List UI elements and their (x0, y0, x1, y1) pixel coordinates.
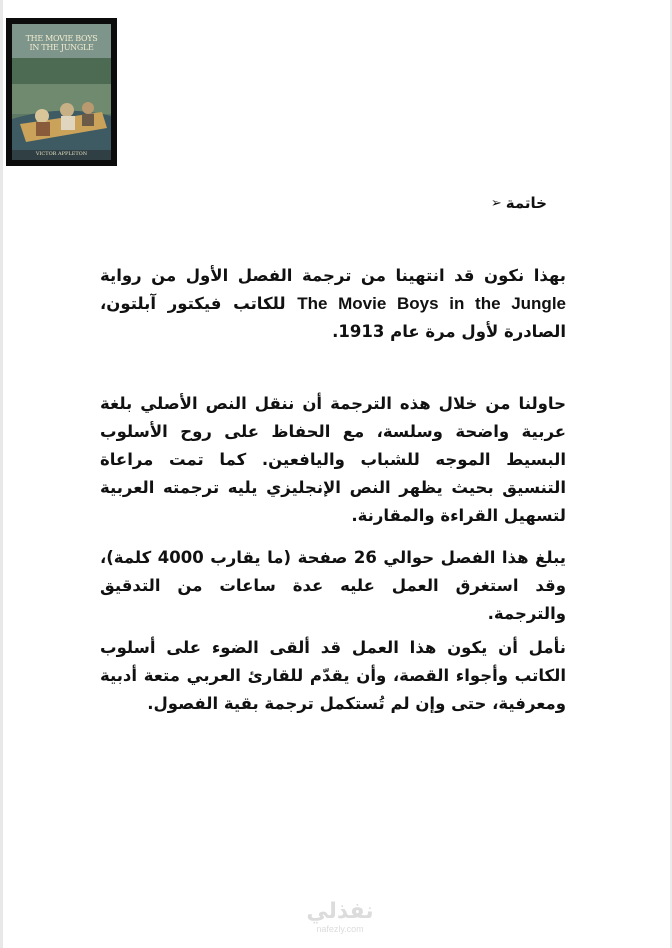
paragraph-4: نأمل أن يكون هذا العمل قد ألقى الضوء على أسلوب الكاتب وأجواء القصة، وأن يقدّم للقارئ العربي متعة أدبية ومعرفية، حتى وإن لم تُستكمل ترجمة بقية الفصول. (100, 638, 566, 713)
book-cover-art (12, 24, 111, 160)
paragraph-1 (100, 262, 566, 346)
cover-title (14, 34, 109, 52)
section-heading (491, 194, 547, 212)
paragraph-1-text-start: بهذا نكون قد انتهينا من ترجمة الفصل الأول من رواية (100, 266, 566, 285)
watermark (290, 900, 390, 934)
arrow-bullet-icon: ➢ (490, 195, 502, 211)
cover-title-line-1: THE MOVIE BOYS (25, 34, 98, 43)
paragraph-2: حاولنا من خلال هذه الترجمة أن ننقل النص الأصلي بلغة عربية واضحة وسلسة، مع الحفاظ على روح الأسلوب البسيط الموجه للشباب واليافعين. كما تمت مراعاة التنسيق بحيث يظهر النص الإنجليزي يليه ترجمته العربية لتسهيل القراءة والمقارنة. (100, 394, 566, 525)
book-title-english: The Movie Boys in the Jungle (297, 294, 566, 313)
watermark-logo: نفذلي (306, 899, 374, 924)
cover-author: VICTOR APPLETON (35, 151, 88, 157)
book-cover-image (6, 18, 117, 166)
watermark-url: nafezly.com (316, 924, 364, 934)
heading-text: خاتمة (505, 194, 547, 212)
cover-title-line-2: IN THE JUNGLE (29, 43, 94, 52)
paragraph-1-text-end: للكاتب فيكتور آبلتون، الصادرة لأول مرة عام 1913. (100, 294, 566, 341)
paragraph-3: يبلغ هذا الفصل حوالي 26 صفحة (ما يقارب 4000 كلمة)، وقد استغرق العمل عليه عدة ساعات من التدقيق والترجمة. (100, 548, 567, 623)
page-edge-left (0, 0, 3, 948)
